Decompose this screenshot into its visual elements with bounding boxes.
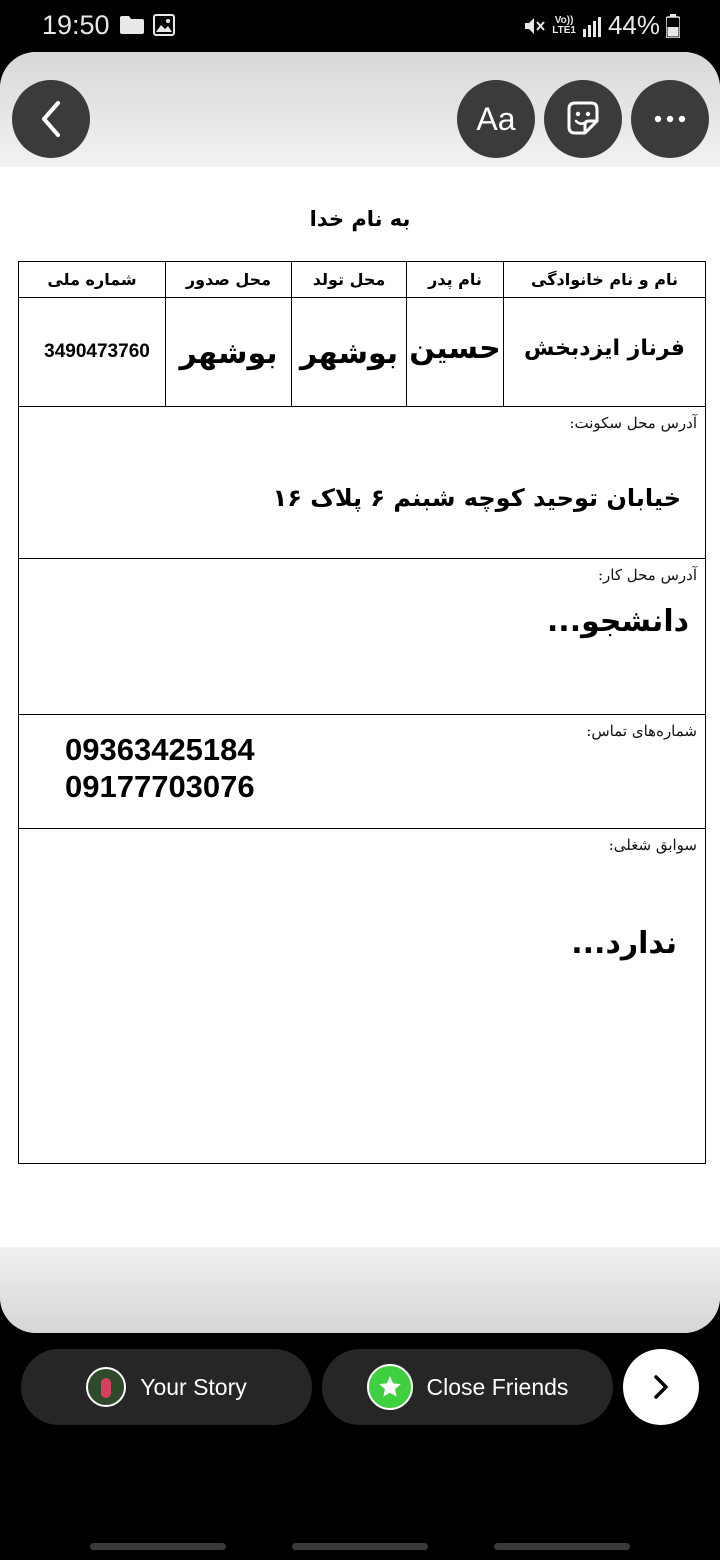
divider bbox=[19, 828, 705, 829]
send-next-button[interactable] bbox=[623, 1349, 699, 1425]
chevron-left-icon bbox=[36, 99, 66, 139]
close-friends-button[interactable] bbox=[322, 1349, 613, 1425]
value-birth-place: بوشهر bbox=[299, 335, 399, 371]
your-story-label: Your Story bbox=[140, 1373, 247, 1400]
close-friends-label: Close Friends bbox=[426, 1373, 569, 1400]
work-address-value: دانشجو... bbox=[546, 604, 689, 639]
battery-icon bbox=[666, 14, 680, 38]
work-address-label: آدرس محل کار: bbox=[597, 566, 697, 584]
back-button[interactable] bbox=[12, 80, 90, 158]
text-tool-button[interactable] bbox=[457, 80, 535, 158]
nav-home[interactable] bbox=[292, 1543, 428, 1550]
document-title: به نام خدا bbox=[309, 207, 411, 231]
work-history-value: ندارد... bbox=[571, 926, 677, 961]
chevron-right-icon bbox=[650, 1373, 672, 1401]
more-icon bbox=[654, 115, 686, 123]
text-tool-label: Aa bbox=[476, 100, 516, 137]
avatar bbox=[86, 1367, 126, 1407]
value-full-name: فرناز ایزدبخش bbox=[524, 335, 685, 361]
nav-back[interactable] bbox=[494, 1543, 630, 1550]
divider bbox=[19, 714, 705, 715]
header-father-name: نام پدر bbox=[428, 270, 482, 289]
more-button[interactable] bbox=[631, 80, 709, 158]
header-national-id: شماره ملی bbox=[47, 270, 137, 289]
status-bar bbox=[0, 0, 720, 52]
value-issue-place: بوشهر bbox=[179, 335, 278, 371]
header-issue-place: محل صدور bbox=[185, 270, 272, 289]
phone-number: 09363425184 bbox=[65, 732, 255, 767]
phone-number: 09177703076 bbox=[65, 769, 255, 804]
network-label: LTE1 bbox=[552, 24, 576, 36]
sticker-icon bbox=[563, 99, 603, 139]
contacts-label: شماره‌های تماس: bbox=[586, 722, 697, 740]
home-address-value: خیابان توحید کوچه شبنم ۶ پلاک ۱۶ bbox=[272, 484, 681, 512]
mute-icon bbox=[522, 14, 546, 38]
story-canvas[interactable] bbox=[0, 52, 720, 1333]
sticker-button[interactable] bbox=[544, 80, 622, 158]
star-icon bbox=[367, 1364, 413, 1410]
your-story-button[interactable] bbox=[21, 1349, 312, 1425]
value-father-name: حسین bbox=[409, 330, 501, 366]
home-address-label: آدرس محل سکونت: bbox=[569, 414, 697, 432]
folder-icon bbox=[120, 16, 144, 34]
nav-recents[interactable] bbox=[90, 1543, 226, 1550]
phone-list bbox=[65, 731, 255, 805]
status-time: 19:50 bbox=[42, 10, 110, 40]
bottom-gradient bbox=[0, 1247, 720, 1333]
divider bbox=[19, 558, 705, 559]
value-national-id: 3490473760 bbox=[44, 341, 150, 362]
header-full-name: نام و نام خانوادگی bbox=[531, 270, 678, 289]
signal-icon bbox=[582, 15, 602, 37]
work-history-label: سوابق شغلی: bbox=[608, 836, 697, 854]
volte-icon: Vo)) LTE1 bbox=[552, 14, 576, 36]
header-birth-place: محل تولد bbox=[312, 270, 386, 289]
info-form-table bbox=[18, 261, 706, 1164]
status-right-group bbox=[522, 10, 680, 41]
battery-percent: 44% bbox=[607, 10, 660, 40]
gallery-icon bbox=[153, 14, 175, 36]
